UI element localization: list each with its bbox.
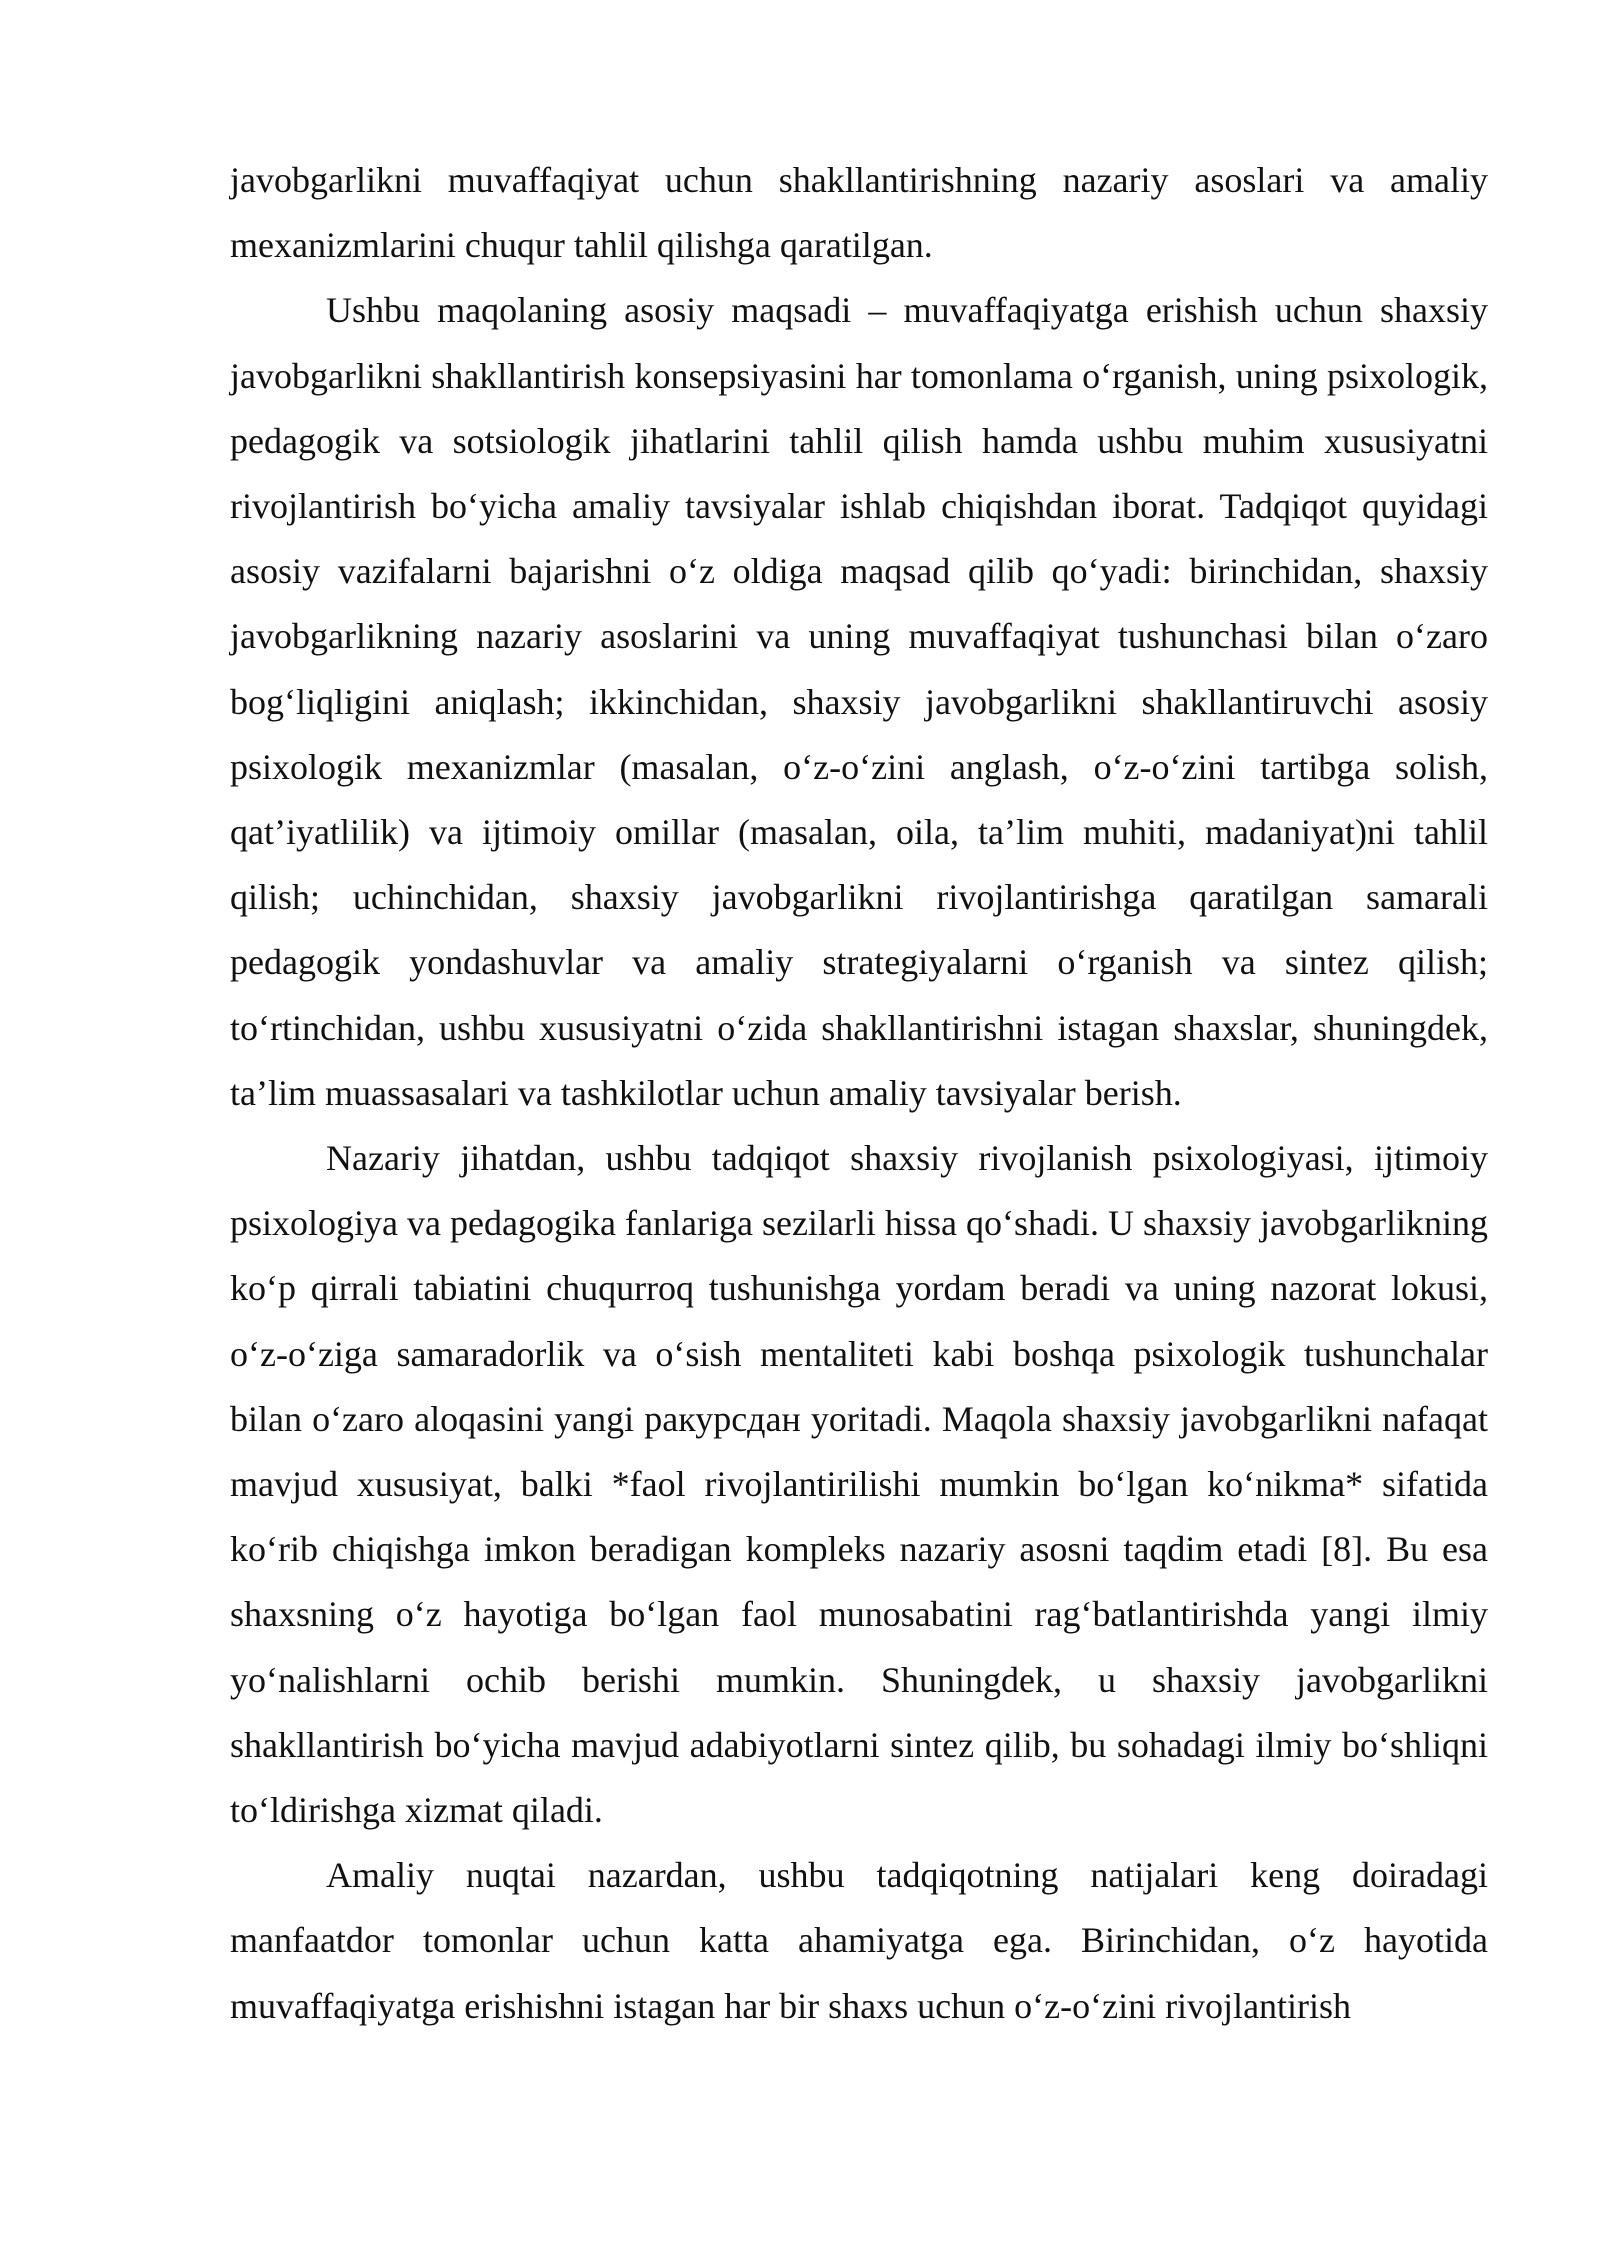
paragraph-aim: Ushbu maqolaning asosiy maqsadi – muvaffaqiyatga erishish uchun shaxsiy javobgarlikni shakllantirish konsepsiyasini har tomonlama o‘rganish, uning psixologik, pedagogik va sotsiologik jihatlarini tahlil qilish hamda ushbu muhim xususiyatni rivojlantirish bo‘yicha amaliy tavsiyalar ishlab chiqishdan iborat. Tadqiqot quyidagi asosiy vazifalarni bajarishni o‘z oldiga maqsad qilib qo‘yadi: birinchidan, shaxsiy javobgarlikning nazariy asoslarini va uning muvaffaqiyat tushunchasi bilan o‘zaro bog‘liqligini aniqlash; ikkinchidan, shaxsiy javobgarlikni shakllantiruvchi asosiy psixologik mexanizmlar (masalan, o‘z-o‘zini anglash, o‘z-o‘zini tartibga solish, qat’iyatlilik) va ijtimoiy omillar (masalan, oila, ta’lim muhiti, madaniyat)ni tahlil qilish; uchinchidan, shaxsiy javobgarlikni rivojlantirishga qaratilgan samarali pedagogik yondashuvlar va amaliy strategiyalarni o‘rganish va sintez qilish; to‘rtinchidan, ushbu xususiyatni o‘zida shakllantirishni istagan shaxslar, shuningdek, ta’lim muassasalari va tashkilotlar uchun amaliy tavsiyalar berish. — [230, 290, 1488, 1113]
paragraph-practical: Amaliy nuqtai nazardan, ushbu tadqiqotning natijalari keng doiradagi manfaatdor tomonlar uchun katta ahamiyatga ega. Birinchidan, o‘z hayotida muvaffaqiyatga erishishni istagan har bir shaxs uchun o‘z-o‘zini rivojlantirish — [230, 1855, 1488, 2026]
paragraph-continuation: javobgarlikni muvaffaqiyat uchun shakllantirishning nazariy asoslari va amaliy mexanizmlarini chuqur tahlil qilishga qaratilgan. — [230, 160, 1488, 266]
paragraph-theoretical: Nazariy jihatdan, ushbu tadqiqot shaxsiy rivojlanish psixologiyasi, ijtimoiy psixologiya va pedagogika fanlariga sezilarli hissa qo‘shadi. U shaxsiy javobgarlikning ko‘p qirrali tabiatini chuqurroq tushunishga yordam beradi va uning nazorat lokusi, o‘z-o‘ziga samaradorlik va o‘sish mentaliteti kabi boshqa psixologik tushunchalar bilan o‘zaro aloqasini yangi ракурсдан yoritadi. Maqola shaxsiy javobgarlikni nafaqat mavjud xususiyat, balki *faol rivojlantirilishi mumkin bo‘lgan ko‘nikma* sifatida ko‘rib chiqishga imkon beradigan kompleks nazariy asosni taqdim etadi [8]. Bu esa shaxsning o‘z hayotiga bo‘lgan faol munosabatini rag‘batlantirishda yangi ilmiy yo‘nalishlarni ochib berishi mumkin. Shuningdek, u shaxsiy javobgarlikni shakllantirish bo‘yicha mavjud adabiyotlarni sintez qilib, bu sohadagi ilmiy bo‘shliqni to‘ldirishga xizmat qiladi. — [230, 1138, 1488, 1831]
document-page — [230, 148, 1488, 2039]
